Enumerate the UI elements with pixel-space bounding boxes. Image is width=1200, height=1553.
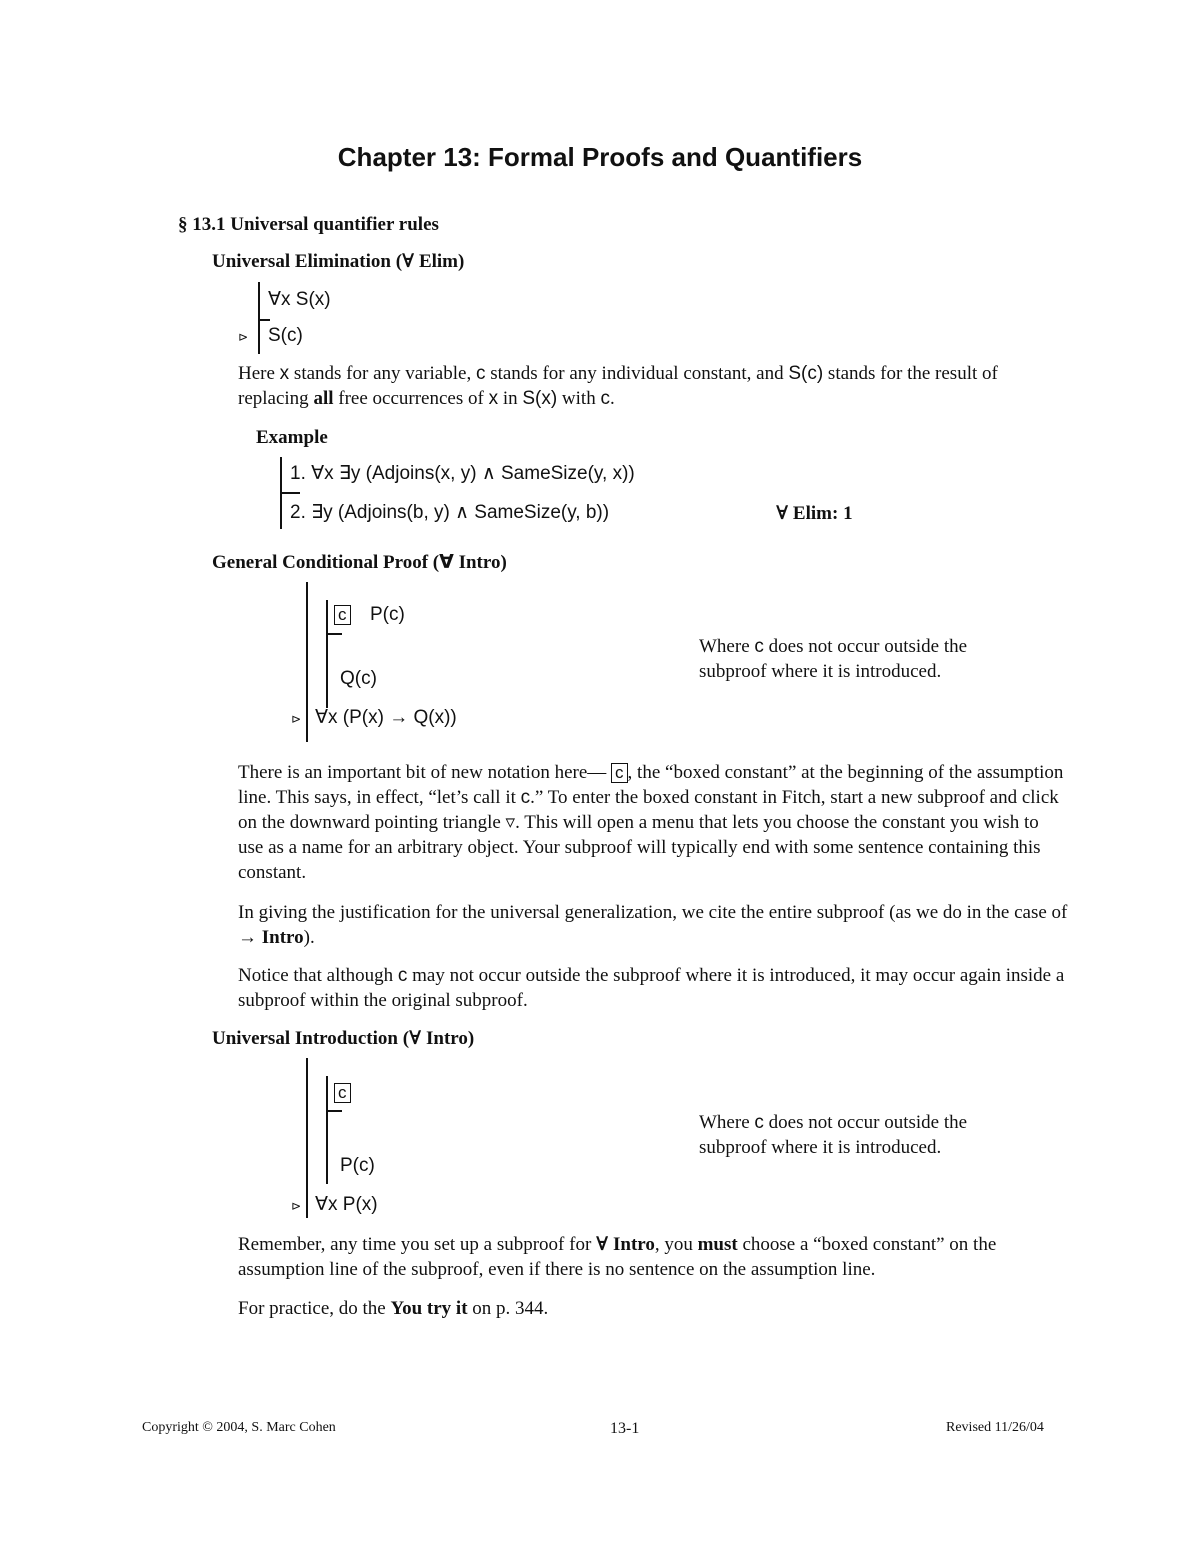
text: .” To enter the boxed constant in Fitch, start a new subproof and click on the downward pointing triangle ▿. This will open a menu that lets you choose the constant you wish to use as a name for an arbitrary object. Your subproof will typically end with some sentence containing this constant. [238, 787, 1059, 883]
fitch-bar [326, 633, 342, 635]
inner-conclusion: P(c) [340, 1155, 375, 1176]
const-c: c [754, 636, 764, 657]
proof-bar [258, 282, 260, 354]
text: free occurrences of [333, 388, 489, 409]
heading-text: General Conditional Proof ( [212, 552, 440, 573]
fitch-bar [280, 492, 300, 494]
heading-rule: (∀ Intro) [402, 1028, 475, 1049]
elim-explanation [238, 361, 1068, 411]
text: , the “boxed constant” at the beginning of the assumption line. This says, in effect, “let’s call it [238, 762, 1064, 808]
text: choose a “boxed constant” on the assumption line of the subproof, even if there is no sentence on the assumption line. [238, 1234, 997, 1280]
boxed-constant [334, 605, 351, 625]
text: does not occur outside the subproof where it is introduced. [699, 1112, 968, 1158]
example-justification: ∀ Elim: 1 [776, 503, 853, 524]
text: , you [654, 1234, 698, 1255]
fitch-bar [258, 319, 270, 321]
heading-rule: (∀ Elim) [395, 251, 465, 272]
subproof-bar [326, 600, 328, 708]
conclusion-marker: ⊳ [238, 330, 249, 344]
subproof-bar [326, 1076, 328, 1184]
heading-bold: Universal Introduction [212, 1028, 398, 1049]
formula-sc: S(c) [788, 363, 824, 384]
outer-proof-bar [306, 1058, 308, 1218]
uintro-paragraph-1 [238, 1232, 1068, 1282]
text: on p. 344. [467, 1298, 549, 1319]
text: Here [238, 363, 280, 384]
uintro-note [699, 1110, 999, 1160]
gcp-note [699, 634, 999, 684]
outer-proof-bar [306, 582, 308, 742]
gcp-heading [212, 550, 507, 575]
text: stands for any variable, [289, 363, 476, 384]
universal-introduction-heading [212, 1026, 474, 1051]
text: For practice, do the [238, 1298, 391, 1319]
assumption: P(c) [370, 604, 405, 625]
boxed-c: c [334, 1083, 351, 1103]
example-label: Example [256, 427, 328, 448]
footer-page-number: 13-1 [610, 1420, 640, 1437]
text: stands for the result of replacing [238, 363, 998, 409]
conclusion: ∀x (P(x) → Q(x)) [315, 707, 457, 728]
text: Notice that although [238, 965, 398, 986]
const-c: c [600, 388, 610, 409]
gcp-paragraph-2 [238, 900, 1068, 950]
text: Remember, any time you set up a subproof for [238, 1234, 597, 1255]
heading-bold: Universal Elimination [212, 251, 391, 272]
text: with [557, 388, 601, 409]
text: may not occur outside the subproof where it is introduced, it may occur again inside a subproof within the original subproof. [238, 965, 1065, 1011]
section-heading: § 13.1 Universal quantifier rules [178, 214, 439, 235]
text: stands for any individual constant, and [485, 363, 789, 384]
bold-all: all [313, 388, 334, 409]
const-c: c [397, 965, 408, 986]
gcp-paragraph-1 [238, 760, 1068, 885]
conclusion-marker: ⊳ [291, 1199, 302, 1213]
boxed-c: c [334, 605, 351, 625]
formula-sx: S(x) [522, 388, 558, 409]
uintro-paragraph-2 [238, 1296, 1068, 1321]
conclusion: ∀x P(x) [315, 1194, 378, 1215]
universal-elimination-heading [212, 249, 464, 274]
gcp-paragraph-3 [238, 963, 1068, 1013]
premise: ∀x S(x) [268, 289, 331, 310]
fitch-bar [326, 1110, 342, 1112]
forall-symbol: ∀ [439, 552, 454, 573]
text: Where [699, 636, 755, 657]
example-line-1: 1. ∀x ∃y (Adjoins(x, y) ∧ SameSize(y, x)) [290, 463, 635, 484]
const-c: c [754, 1112, 764, 1133]
const-c: c [475, 363, 486, 384]
text: ). [303, 927, 315, 948]
const-c: c [520, 787, 531, 808]
heading-text: Intro) [453, 552, 507, 573]
bold-you-try-it: You try it [390, 1298, 468, 1319]
rule-name: ∀ Intro [596, 1234, 655, 1255]
text: There is an important bit of new notation here— [238, 762, 612, 783]
page-title: Chapter 13: Formal Proofs and Quantifiers [337, 142, 863, 172]
bold-must: must [697, 1234, 738, 1255]
boxed-c: c [611, 763, 628, 783]
var-x: x [279, 363, 290, 384]
text: Where [699, 1112, 755, 1133]
inner-conclusion: Q(c) [340, 668, 377, 689]
text: . [609, 388, 615, 409]
rule-name: → Intro [238, 927, 304, 948]
conclusion-marker: ⊳ [291, 712, 302, 726]
text: does not occur outside the subproof where it is introduced. [699, 636, 968, 682]
text: In giving the justification for the universal generalization, we cite the entire subproof (as we do in the case of [238, 902, 1068, 923]
text: in [498, 388, 523, 409]
var-x: x [488, 388, 499, 409]
footer-revised: Revised 11/26/04 [946, 1420, 1044, 1435]
example-line-2: 2. ∃y (Adjoins(b, y) ∧ SameSize(y, b)) [290, 502, 610, 523]
footer-copyright: Copyright © 2004, S. Marc Cohen [142, 1420, 336, 1435]
boxed-constant [334, 1083, 351, 1103]
conclusion: S(c) [268, 325, 303, 346]
